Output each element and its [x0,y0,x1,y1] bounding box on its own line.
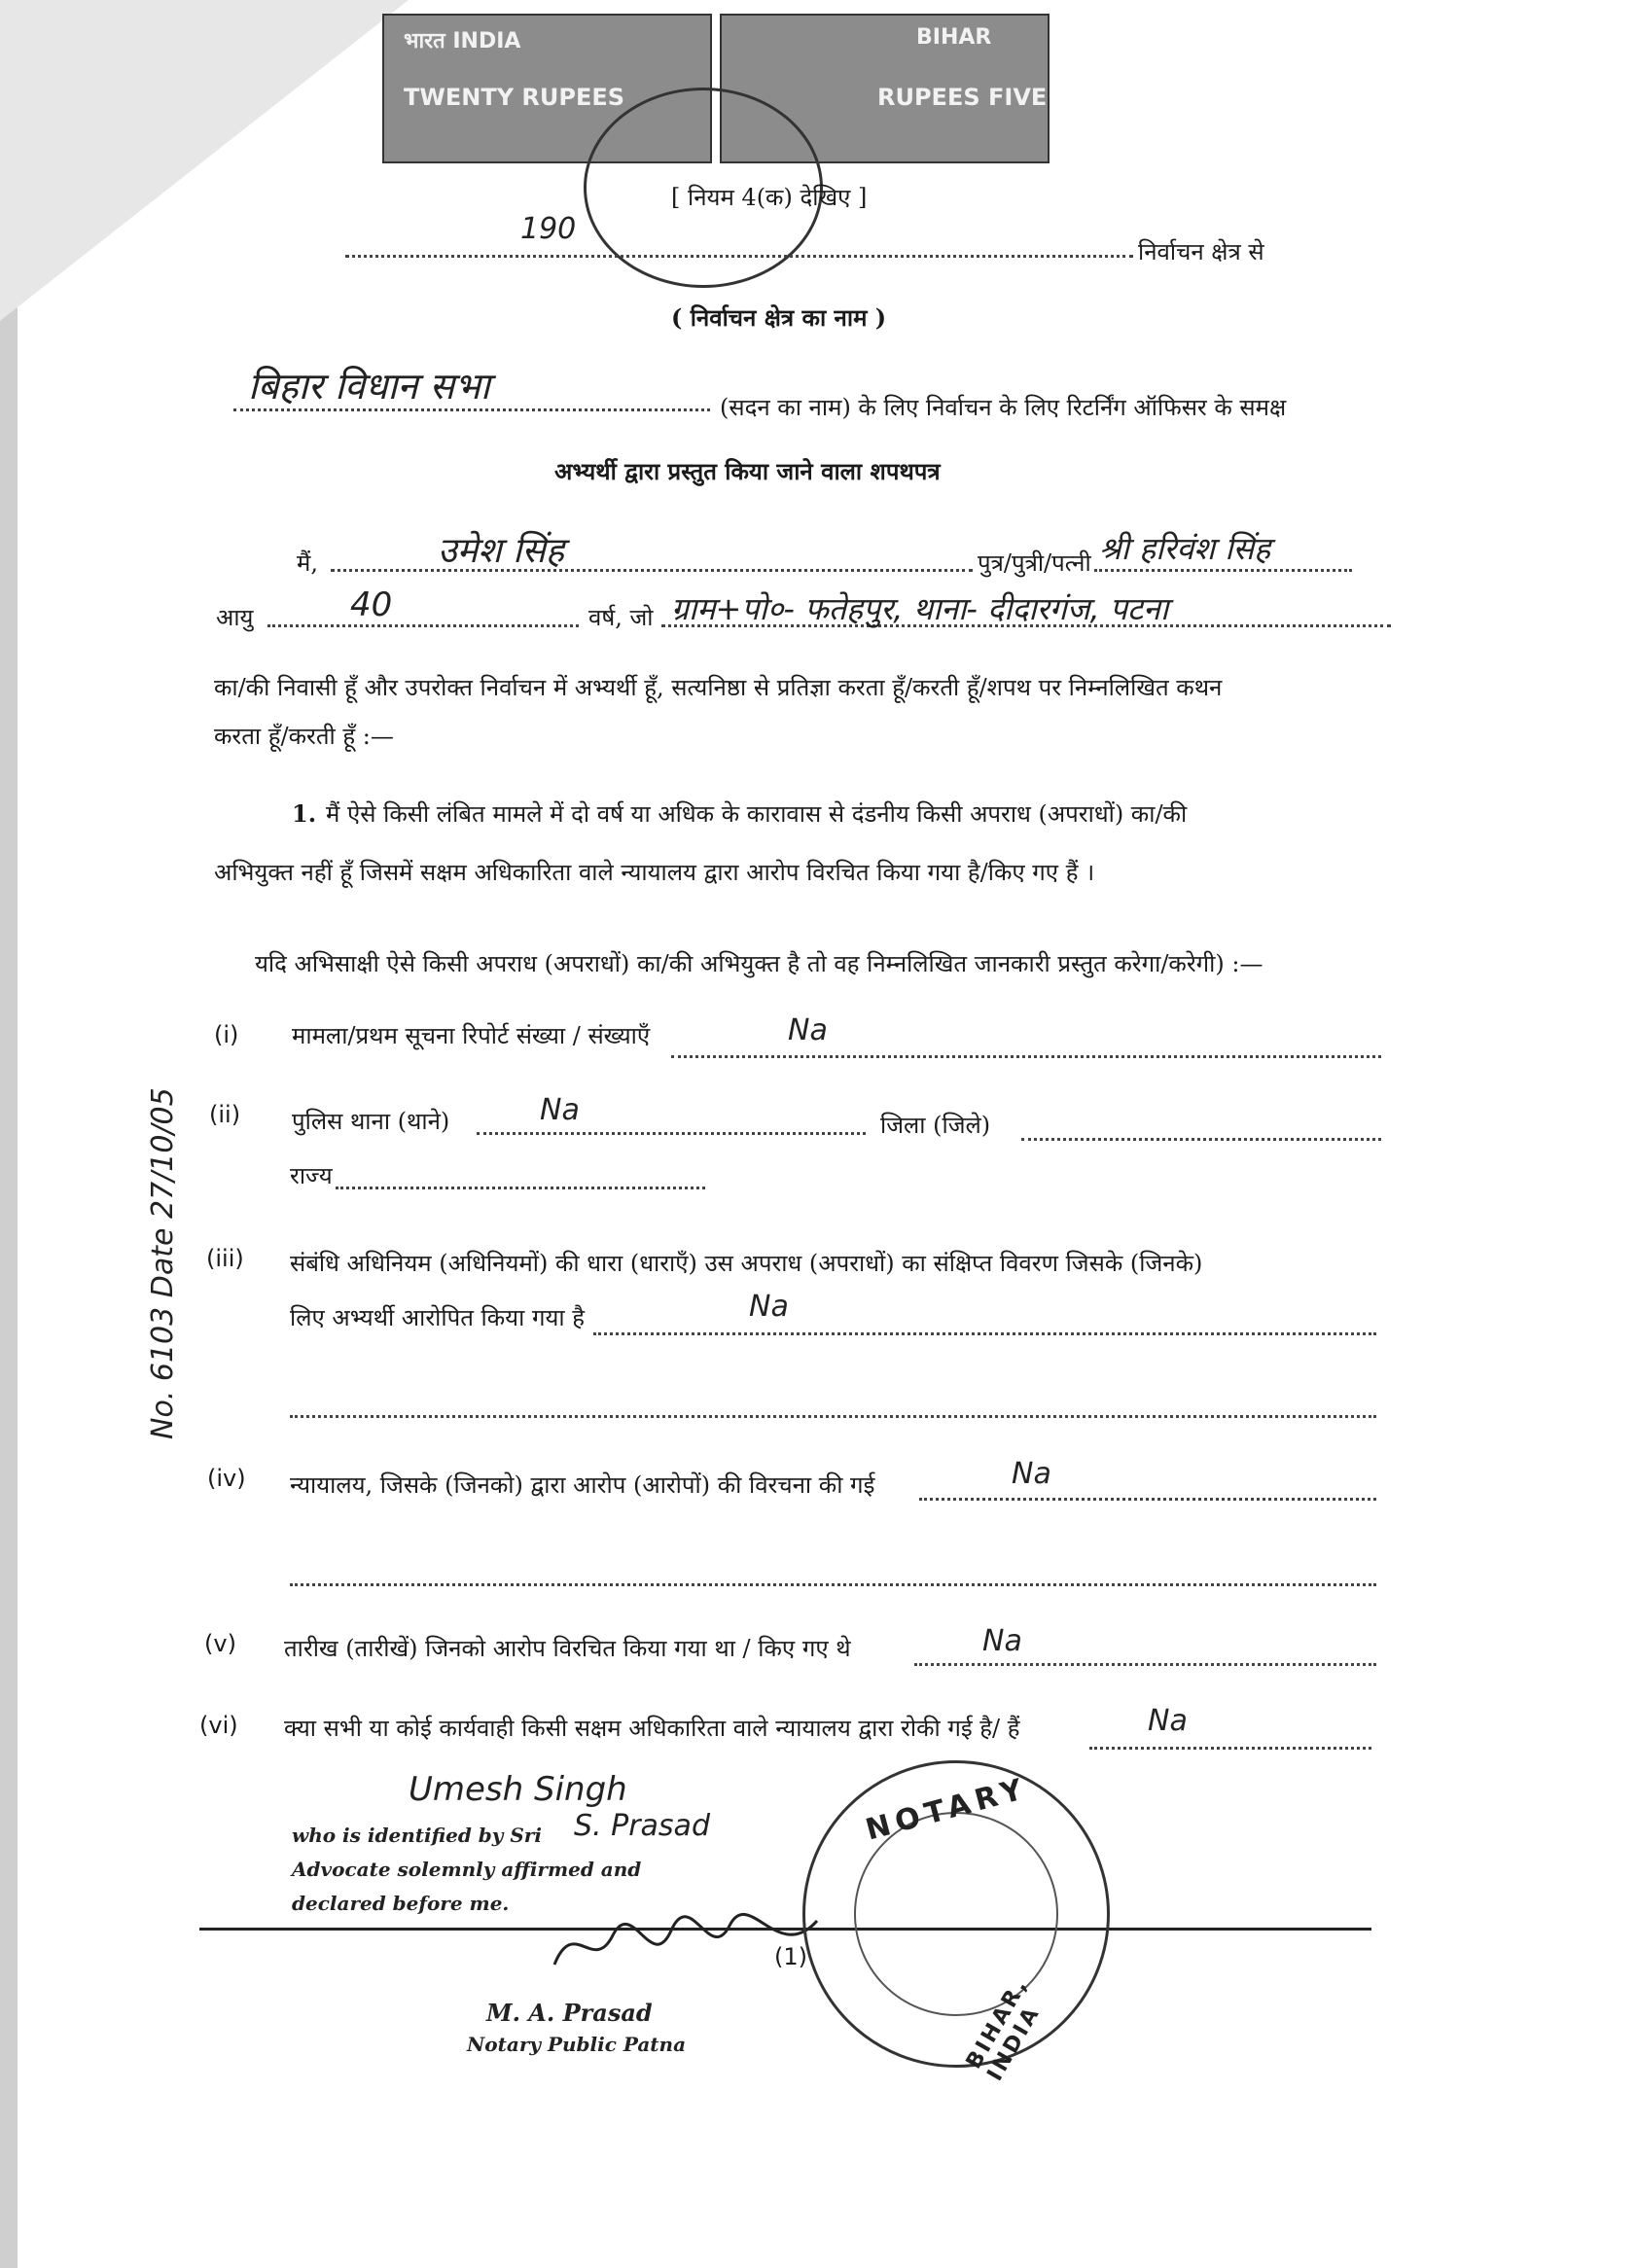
age-label: आयु [216,604,254,631]
constituency-blank [345,255,1133,258]
item-iv-blank [919,1498,1376,1501]
constituency-suffix: निर्वाचन क्षेत्र से [1138,238,1264,266]
declaration-line-2: करता हूँ/करती हूँ :— [214,723,394,750]
item-iii-blank-2 [290,1415,1376,1418]
constituency-caption: ( निर्वाचन क्षेत्र का नाम ) [671,303,887,332]
item-ii-district-blank [1021,1138,1381,1141]
item-ii-value: Na [540,1093,580,1127]
age-blank [267,624,579,627]
item-v-text: तारीख (तारीखें) जिनको आरोप विरचित किया गया था / किए गए थे [284,1635,851,1662]
item-vi-blank [1089,1747,1371,1750]
page-edge [0,0,18,2268]
rule-reference: [ नियम 4(क) देखिए ] [671,184,868,211]
deponent-name-handwritten: उमेश सिंह [438,531,564,571]
clause-condition: यदि अभिसाक्षी ऐसे किसी अपराध (अपराधों) का/की अभियुक्त है तो वह निम्नलिखित जानकारी प्रस्तुत करेगा/करेगी) :— [255,950,1263,977]
notary-name: M. A. Prasad [486,1999,653,2027]
item-iv-text: न्यायालय, जिसके (जिनको) द्वारा आरोप (आरोपों) की विरचना की गई [290,1471,875,1499]
item-iii-value: Na [749,1290,789,1324]
item-iv-blank-2 [290,1583,1376,1586]
age-handwritten: 40 [350,585,393,624]
deponent-signature: Umesh Singh [409,1770,627,1809]
item-vi-value: Na [1148,1704,1188,1738]
item-i-label: (i) [214,1021,239,1048]
item-ii-blank [477,1132,866,1135]
house-name-handwritten: बिहार विधान सभा [248,365,490,408]
item-ii-state: राज्य [290,1162,333,1189]
item-ii-label: (ii) [209,1101,241,1128]
item-iii-label: (iii) [206,1245,244,1272]
item-i-value: Na [788,1013,828,1047]
clause-line-2: अभियुक्त नहीं हूँ जिसमें सक्षम अधिकारिता वाले न्यायालय द्वारा आरोप विरचित किया गया है/किए गए हैं । [214,859,1095,886]
notary-seal [802,1760,1110,2086]
notary-title: Notary Public Patna [467,2033,687,2056]
item-ii-district: जिला (जिले) [880,1112,991,1139]
item-v-blank [914,1663,1376,1666]
revenue-stamp-twenty: भारत INDIA TWENTY RUPEES [382,14,712,163]
clause-number: 1. [292,799,317,828]
address-handwritten: ग्राम+पो०- फतेहपुर, थाना- दीदारगंज, पटना [671,590,1169,627]
father-name-handwritten: श्री हरिवंश सिंह [1099,530,1271,567]
relation-label: पुत्र/पुत्री/पत्नी [978,549,1091,577]
declaration-line-1: का/की निवासी हूँ और उपरोक्त निर्वाचन में अभ्यर्थी हूँ, सत्यनिष्ठा से प्रतिज्ञा करता हूँ/करती हूँ/शपथ पर निम्नलिखित कथन [214,674,1223,701]
item-vi-text: क्या सभी या कोई कार्यवाही किसी सक्षम अधिकारिता वाले न्यायालय द्वारा रोकी गई है/ हैं [284,1715,1020,1742]
item-vi-label: (vi) [199,1712,238,1739]
item-iii-line-2: लिए अभ्यर्थी आरोपित किया गया है [290,1304,585,1331]
item-ii-text: पुलिस थाना (थाने) [292,1108,450,1135]
notary-seal-top-text: NOTARY [862,1771,1032,1848]
item-iv-label: (iv) [207,1465,246,1492]
item-iii-blank [593,1332,1376,1335]
folded-corner [0,0,409,321]
house-blank [233,408,710,411]
i-label: मैं, [297,549,318,577]
item-iii-line-1: संबंधि अधिनियम (अधिनियमों) की धारा (धाराएँ) उस अपराध (अपराधों) का संक्षिप्त विवरण जिसके (जिनके) [290,1250,1203,1277]
item-v-value: Na [982,1624,1022,1658]
name-blank [331,569,973,572]
attestation-line-1-prefix: who is identified by Sri [292,1824,542,1847]
identifier-name-handwritten: S. Prasad [574,1809,710,1843]
item-iv-value: Na [1012,1457,1051,1491]
item-i-text: मामला/प्रथम सूचना रिपोर्ट संख्या / संख्याएँ [292,1022,651,1049]
item-v-label: (v) [204,1630,236,1657]
father-blank [1094,569,1352,572]
item-ii-state-blank [336,1187,705,1189]
page-marker: (1) [774,1943,807,1970]
item-i-blank [671,1055,1381,1058]
notary-seal-bottom-text: BIHAR, INDIA [961,1972,1046,2086]
document-title: अभ्यर्थी द्वारा प्रस्तुत किया जाने वाला शपथपत्र [554,457,941,485]
clause-line-1: मैं ऐसे किसी लंबित मामले में दो वर्ष या अधिक के कारावास से दंडनीय किसी अपराध (अपराधों) का/की [326,800,1188,828]
margin-registration-note: No. 6103 Date 27/10/05 [146,1087,180,1439]
serial-number-handwritten: 190 [520,212,577,246]
house-suffix: (सदन का नाम) के लिए निर्वाचन के लिए रिटर्निंग ऑफिसर के समक्ष [720,394,1287,421]
attestation-line-2: Advocate solemnly affirmed and [292,1858,642,1881]
years-label: वर्ष, जो [588,604,654,631]
attestation-line-3: declared before me. [292,1892,510,1915]
revenue-stamp-five: BIHAR RUPEES FIVE [720,14,1050,163]
